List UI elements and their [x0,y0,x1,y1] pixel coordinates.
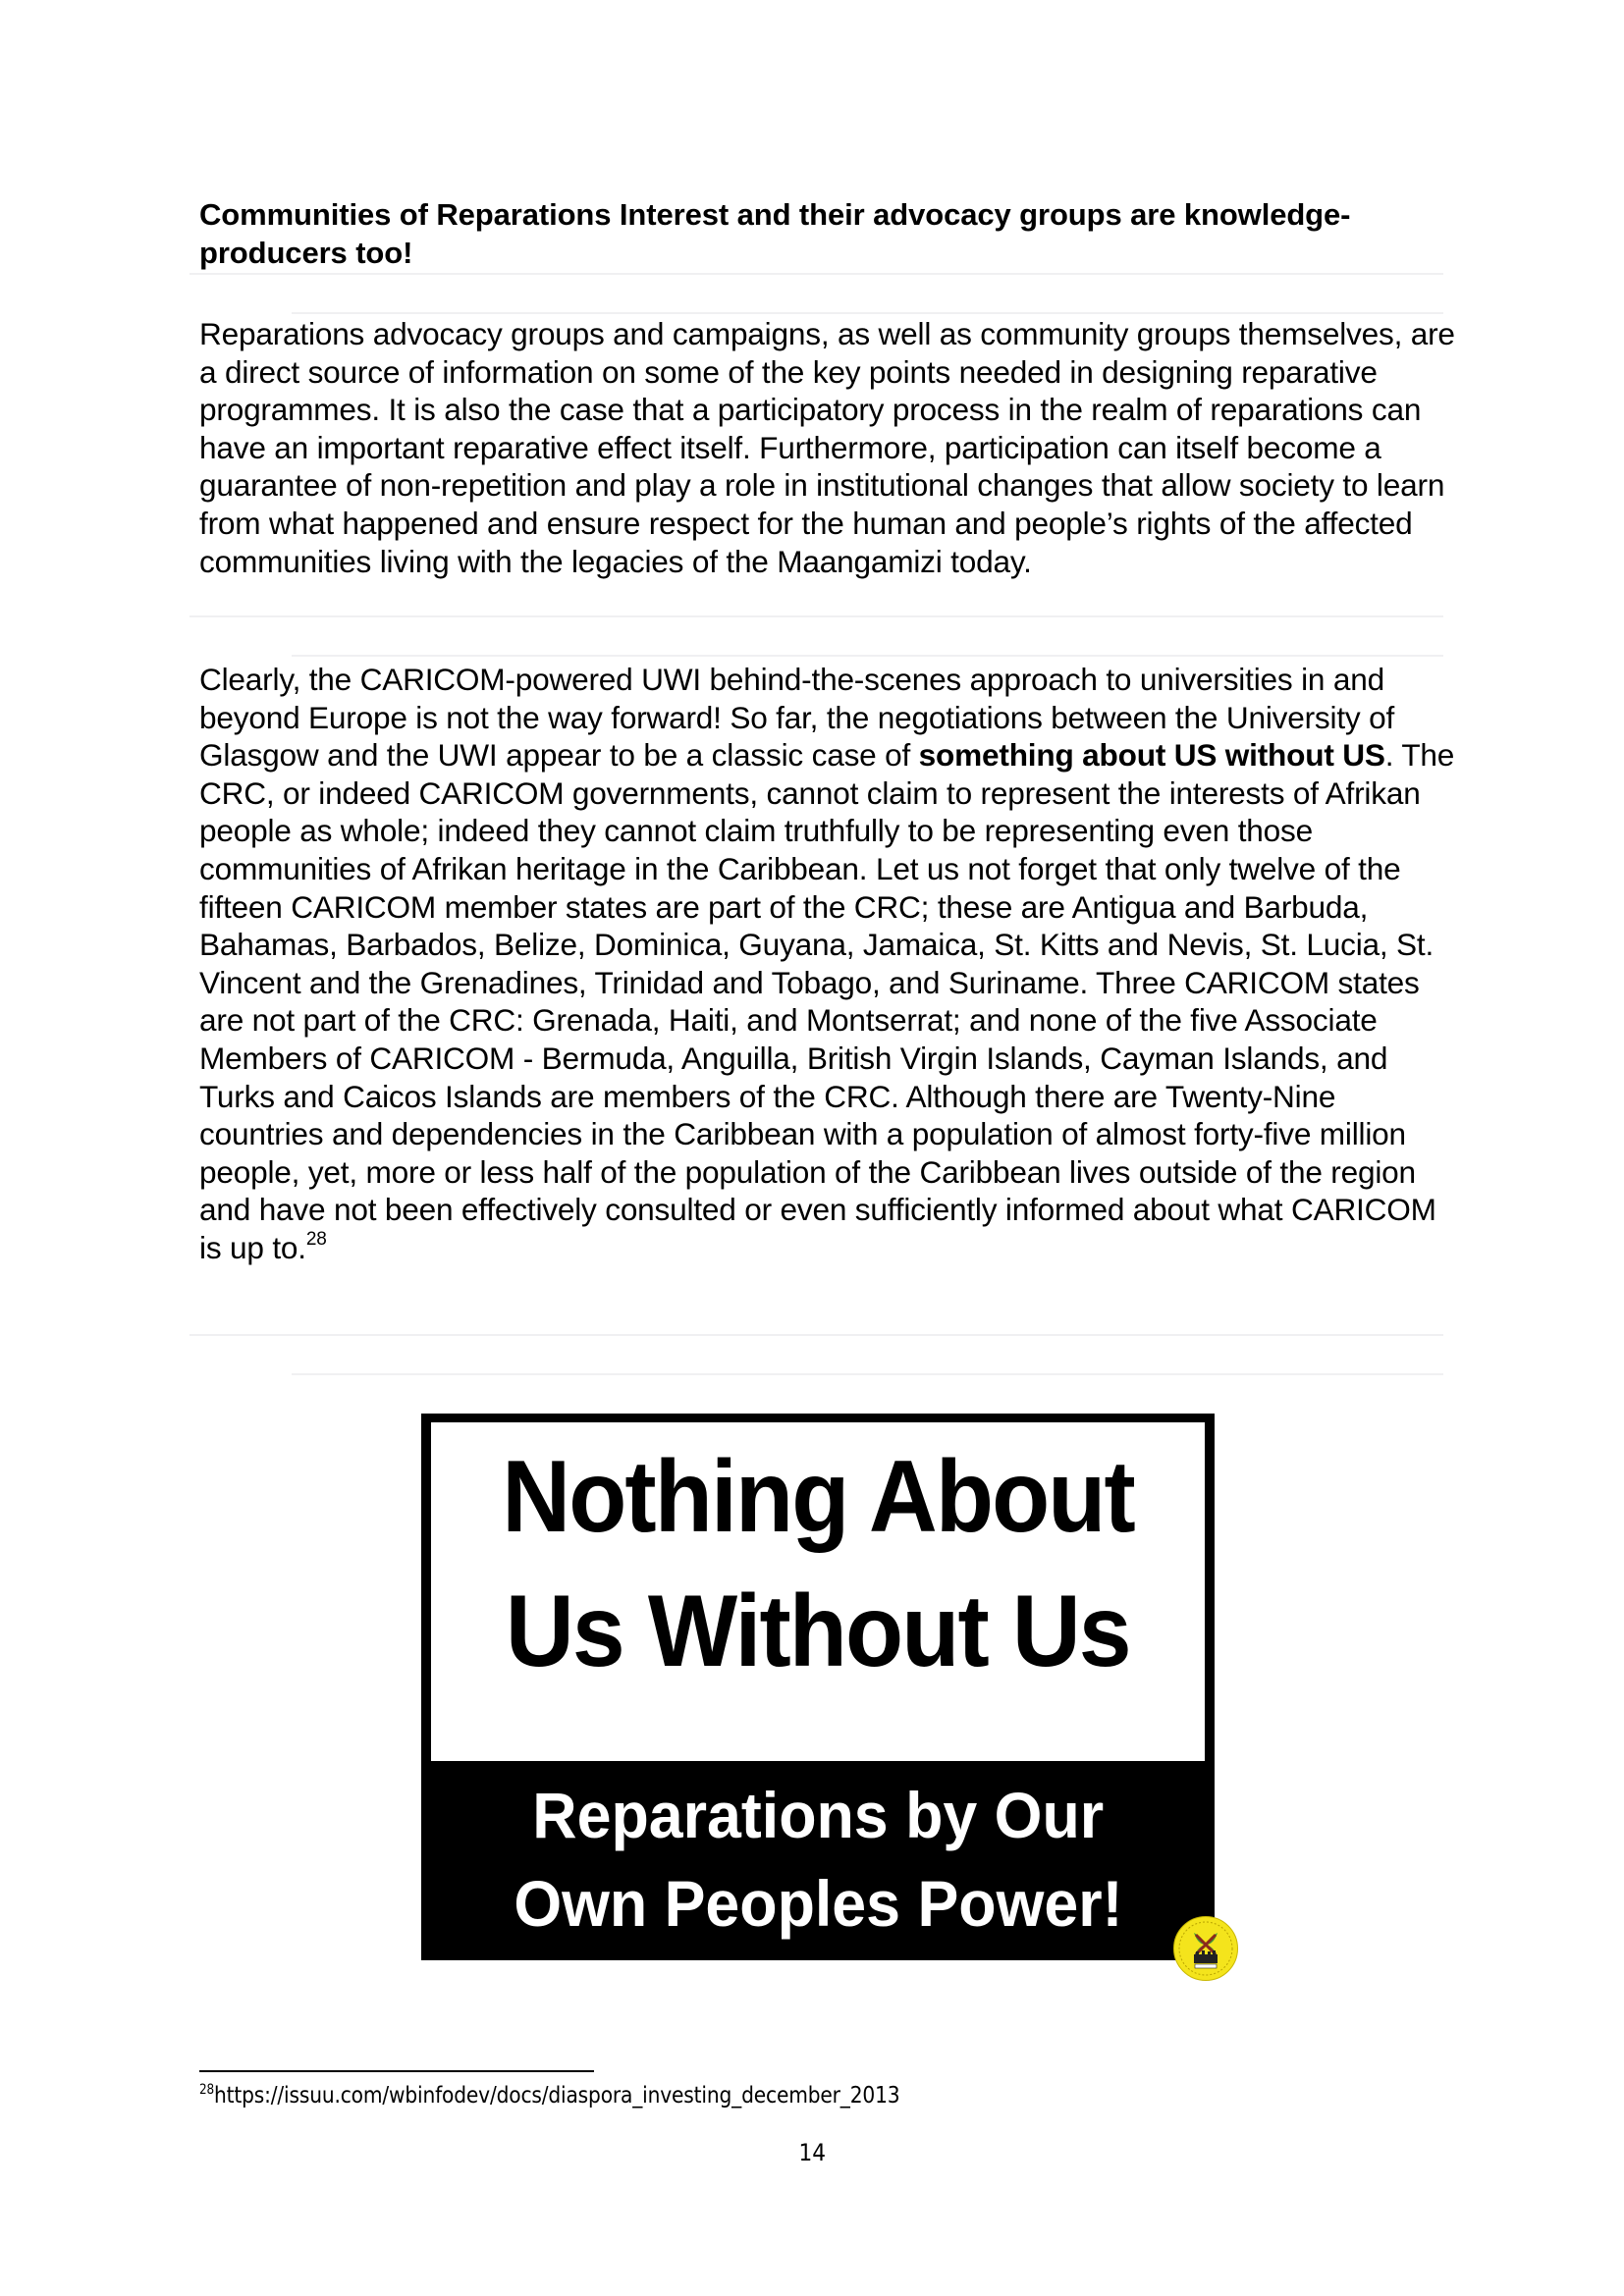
poster-headline-line: Nothing About [502,1440,1134,1554]
emphasis-text: something about US without US [918,737,1385,774]
divider [292,312,1443,314]
poster-subline: Reparations by Our [532,1779,1104,1851]
paragraph-text: . The CRC, or indeed CARICOM governments, cannot claim to represent the interests of Afrikan people as whole; indeed they cannot claim truthfully to be representing even those communities of Afrikan heritage in the Caribbean. Let us not forget that only twelve of the fifteen CARICOM member states are part of the CRC; these are Antigua and Barbuda, Bahamas, Barbados, Belize, Dominica, Guyana, Jamaica, St. Kitts and Nevis, St. Lucia, St. Vincent and the Grenadines, Trinidad and Tobago, and Suriname. Three CARICOM states are not part of the CRC: Grenada, Haiti, and Montserrat; and none of the five Associate Members of CARICOM - Bermuda, Anguilla, British Virgin Islands, Cayman Islands, and Turks and Caicos Islands are members of the CRC. Although there are Twenty-Nine countries and dependencies in the Caribbean with a population of almost forty-five million people, yet, more or less half of the population of the Caribbean lives outside of the region and have not been effectively consulted or even sufficiently informed about what CARICOM is up to. [199,737,1455,1265]
divider [292,1373,1443,1375]
section-heading: Communities of Reparations Interest and their advocacy groups are knowledge-producers too! [199,197,1351,270]
poster-subline: Own Peoples Power! [513,1867,1123,1940]
footnote-link[interactable]: https://issuu.com/wbinfodev/docs/diaspora_investing_december_2013 [213,2081,900,2109]
poster-black-panel [421,1761,1215,1960]
footnote-number: 28 [199,2082,214,2098]
divider [292,655,1443,657]
paragraph-text: Clearly, the CARICOM-powered UWI behind-the-scenes approach to universities in and beyond Europe is not the way forward! So far, the negotiations between the University of Glasgow and the UWI appear to be a classic case of [199,662,1395,774]
footnote-separator [199,2070,594,2072]
divider [189,273,1443,275]
divider [189,615,1443,617]
poster-headline-line: Us Without Us [506,1575,1130,1688]
footnote [199,2080,899,2109]
divider [189,1334,1443,1336]
body-paragraph [199,661,1466,1267]
footnote-reference[interactable]: 28 [305,1228,327,1250]
poster-white-panel [431,1422,1205,1761]
reparations-movement-emblem-icon [1173,1916,1238,1981]
body-paragraph: Reparations advocacy groups and campaigns, as well as community groups themselves, are a direct source of information on some of the key points needed in designing reparative programmes. It is also the case that a participatory process in the realm of reparations can have an important reparative effect itself. Furthermore, participation can itself become a guarantee of non-repetition and play a role in institutional changes that allow society to learn from what happened and ensure respect for the human and people’s rights of the affected communities living with the legacies of the Maangamizi today. [199,316,1455,579]
slogan-poster-image [421,1414,1215,1960]
page-number: 14 [798,2139,827,2166]
